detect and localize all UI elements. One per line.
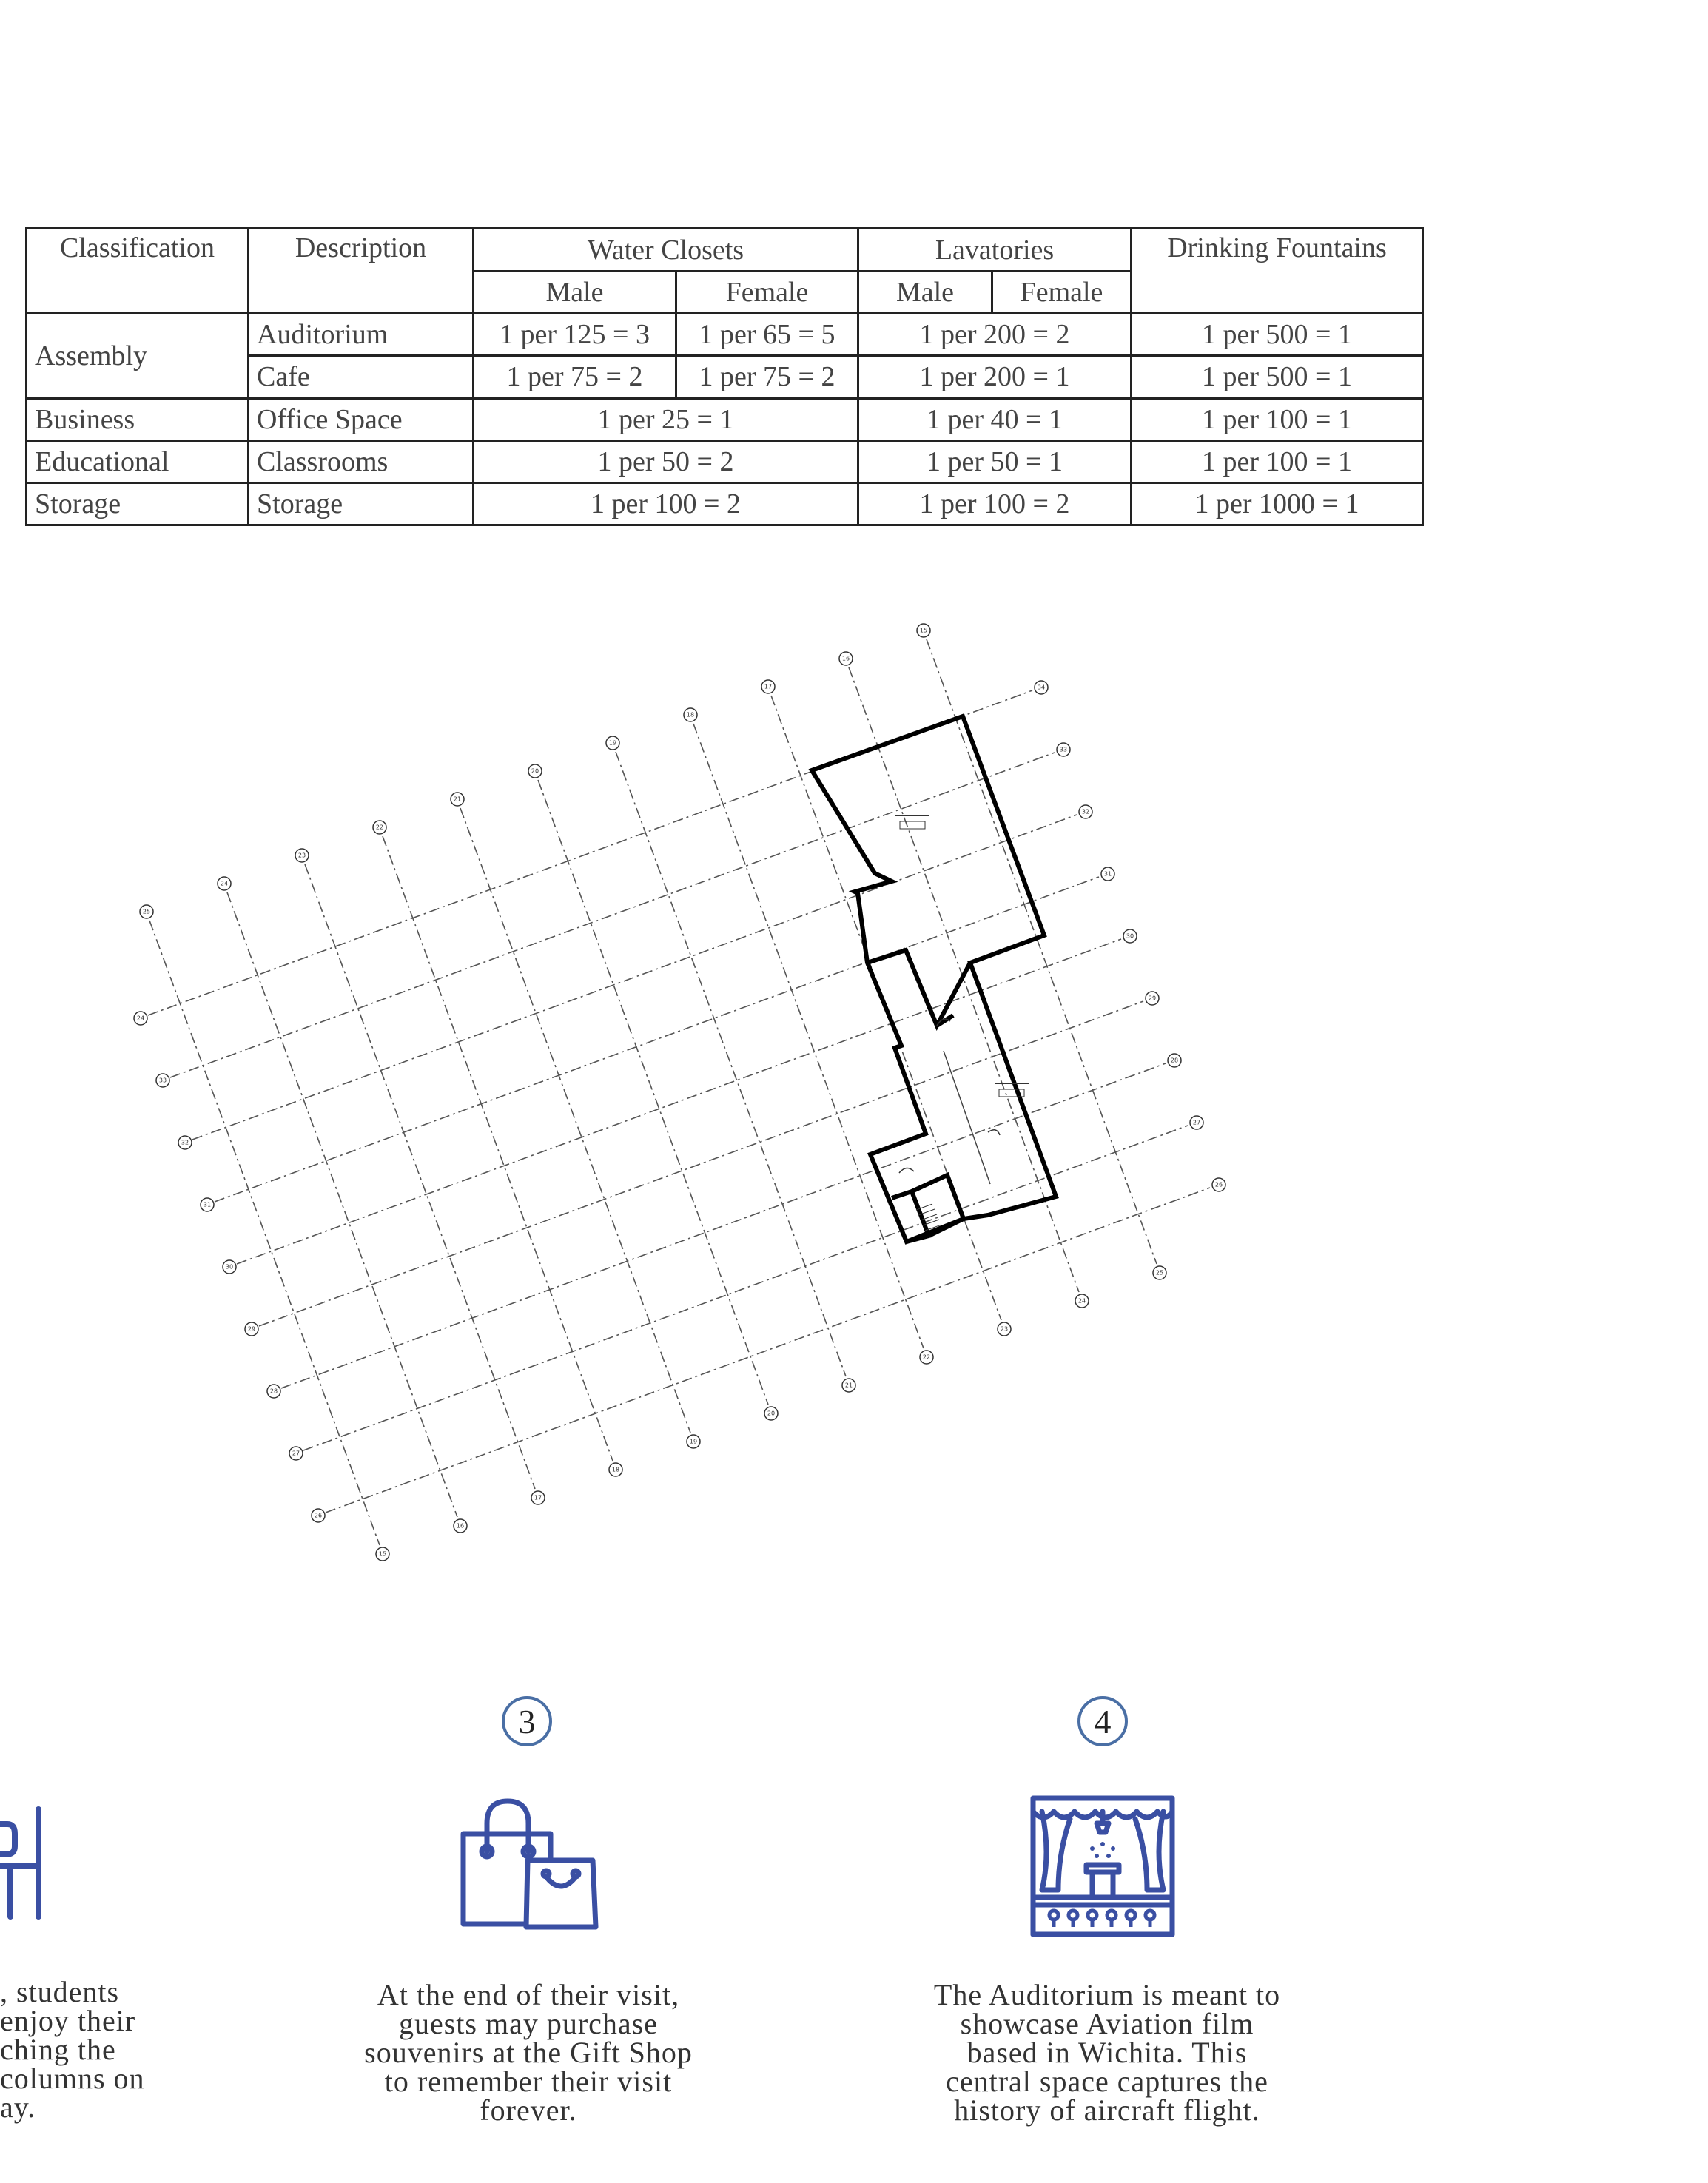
grid-bubble — [1035, 681, 1048, 694]
cell-drinking-fountains: 1 per 500 = 1 — [1132, 314, 1423, 356]
step-3-number: 3 — [502, 1696, 552, 1746]
cell-drinking-fountains: 1 per 100 = 1 — [1132, 440, 1423, 482]
room-tag-lower — [995, 1083, 1029, 1097]
grid-bubble-label: 21 — [844, 1382, 853, 1389]
grid-bubble — [1101, 867, 1114, 881]
grid-bubble — [842, 1379, 855, 1392]
grid-bubble-label: 28 — [1170, 1057, 1179, 1064]
grid-bubble-label: 20 — [531, 767, 539, 775]
grid-bubble — [528, 764, 542, 778]
grid-bubble-label: 32 — [181, 1139, 189, 1146]
cell-water-closets: 1 per 50 = 2 — [474, 440, 858, 482]
header-lav-female: Female — [992, 272, 1132, 314]
grid-bubble — [376, 1547, 389, 1561]
grid-bubble-label: 29 — [247, 1325, 256, 1333]
grid-bubble — [454, 1519, 467, 1533]
grid-line — [927, 639, 1157, 1264]
floor-plan-drawing — [126, 622, 1251, 1576]
grid-line — [281, 1063, 1166, 1388]
building-outline — [812, 716, 1056, 1242]
header-water-closets: Water Closets — [474, 229, 858, 272]
cell-description: Storage — [249, 482, 474, 525]
cell-drinking-fountains: 1 per 1000 = 1 — [1132, 482, 1423, 525]
cell-classification: Storage — [27, 482, 249, 525]
grid-bubble — [1146, 992, 1159, 1005]
grid-bubble-label: 19 — [608, 739, 617, 747]
corridor-line — [944, 1051, 990, 1184]
grid-bubble-label: 17 — [534, 1494, 542, 1501]
grid-line — [326, 1188, 1210, 1513]
header-wc-male: Male — [474, 272, 676, 314]
grid-bubble-label: 15 — [378, 1550, 387, 1558]
grid-line — [192, 815, 1077, 1140]
grid-bubble — [156, 1074, 169, 1087]
header-classification: Classification — [27, 229, 249, 314]
grid-bubble-label: 27 — [292, 1450, 300, 1457]
grid-bubble-label: 33 — [158, 1077, 167, 1084]
grid-bubble — [1123, 929, 1137, 943]
grid-bubble-label: 24 — [1077, 1297, 1086, 1305]
partial-step-caption: , students enjoy their ching the columns on ay. — [0, 1975, 145, 2124]
cell-classification: Educational — [27, 440, 249, 482]
floor-plan-svg — [126, 622, 1251, 1576]
cell-lavatories: 1 per 100 = 2 — [858, 482, 1132, 525]
cell-water-closets: 1 per 100 = 2 — [474, 482, 858, 525]
grid-bubble-label: 26 — [314, 1512, 323, 1519]
grid-bubble — [1079, 805, 1092, 818]
grid-bubble-label: 25 — [1155, 1269, 1164, 1276]
grid-line — [616, 752, 846, 1376]
header-drinking-fountains: Drinking Fountains — [1132, 229, 1423, 314]
grid-bubble-label: 28 — [269, 1388, 278, 1395]
grid-bubble — [1168, 1054, 1181, 1067]
table-row — [27, 314, 1423, 356]
header-lavatories: Lavatories — [858, 229, 1132, 272]
grid-bubble — [764, 1407, 778, 1420]
grid-bubble — [245, 1322, 258, 1336]
grid-bubble-label: 24 — [220, 880, 229, 887]
grid-bubble — [1190, 1116, 1203, 1129]
upper-wing-walls — [812, 716, 1056, 1242]
grid-bubble-label: 27 — [1192, 1119, 1201, 1126]
grid-line — [538, 780, 768, 1405]
grid-bubble — [998, 1322, 1011, 1336]
grid-bubble — [295, 849, 309, 862]
grid-bubble-label: 24 — [136, 1015, 145, 1022]
cell-wc-female: 1 per 75 = 2 — [676, 356, 858, 398]
room-tag-upper — [895, 815, 929, 829]
grid-bubble — [134, 1012, 147, 1025]
grid-bubble — [531, 1491, 545, 1504]
grid-bubble-label: 20 — [767, 1410, 776, 1417]
cell-wc-male: 1 per 125 = 3 — [474, 314, 676, 356]
grid-bubble-label: 17 — [764, 683, 773, 690]
grid-bubble-label: 31 — [1103, 870, 1112, 878]
cell-lavatories: 1 per 50 = 1 — [858, 440, 1132, 482]
grid-bubble-label: 22 — [375, 824, 384, 831]
grid-bubble-label: 30 — [1126, 932, 1134, 940]
grid-bubble — [839, 652, 853, 665]
grid-bubble-label: 21 — [453, 796, 462, 803]
step-4-caption: The Auditorium is meant to showcase Aviation film based in Wichita. This central space captures the history of aircraft flight. — [933, 1978, 1281, 2127]
grid-bubble — [1212, 1178, 1225, 1191]
table-row — [27, 398, 1423, 440]
cafe-table-chair-icon — [0, 1806, 52, 1924]
grid-line — [215, 877, 1099, 1202]
core-walls — [867, 950, 970, 1026]
grid-bubble-label: 30 — [225, 1263, 234, 1271]
grid-bubble — [178, 1136, 192, 1149]
grid-bubble-label: 22 — [922, 1353, 931, 1361]
cell-drinking-fountains: 1 per 100 = 1 — [1132, 398, 1423, 440]
shopping-bags-icon — [459, 1789, 607, 1937]
grid-bubble-label: 15 — [919, 627, 928, 634]
grid-bubble-label: 25 — [142, 908, 151, 915]
grid-bubble-label: 16 — [841, 655, 850, 662]
grid-bubble-label: 32 — [1081, 808, 1090, 815]
grid-bubble — [1057, 743, 1070, 756]
grid-bubble — [223, 1260, 236, 1274]
grid-line — [227, 892, 457, 1517]
grid-bubble-label: 31 — [203, 1201, 212, 1208]
cell-description: Cafe — [249, 356, 474, 398]
grid-bubble — [609, 1463, 622, 1476]
header-lav-male: Male — [858, 272, 992, 314]
grid-bubble-label: 23 — [1000, 1325, 1009, 1333]
grid-bubble-label: 26 — [1214, 1181, 1223, 1188]
grid-bubble — [373, 821, 386, 834]
grid-line — [693, 724, 924, 1348]
cell-classification: Assembly — [27, 314, 249, 398]
grid-bubble-label: 34 — [1037, 684, 1046, 691]
grid-bubble-label: 18 — [686, 711, 695, 719]
grid-bubble — [289, 1447, 303, 1460]
grid-line — [303, 1126, 1188, 1450]
grid-bubble — [267, 1385, 280, 1398]
table-row — [27, 482, 1423, 525]
theater-stage-icon — [1029, 1794, 1177, 1939]
grid-bubble — [606, 736, 619, 750]
step-3-caption: At the end of their visit, guests may purchase souvenirs at the Gift Shop to remember their visit forever. — [364, 1978, 693, 2127]
cell-lavatories: 1 per 40 = 1 — [858, 398, 1132, 440]
grid-bubble-label: 19 — [689, 1438, 698, 1445]
grid-bubbles — [134, 624, 1225, 1561]
grid-lines — [148, 639, 1210, 1545]
grid-line — [170, 753, 1055, 1077]
plumbing-fixture-table — [25, 227, 1424, 526]
cell-lavatories: 1 per 200 = 1 — [858, 356, 1132, 398]
cell-description: Classrooms — [249, 440, 474, 482]
cell-water-closets: 1 per 25 = 1 — [474, 398, 858, 440]
cell-wc-male: 1 per 75 = 2 — [474, 356, 676, 398]
grid-bubble-label: 18 — [611, 1466, 620, 1473]
cell-description: Office Space — [249, 398, 474, 440]
grid-bubble — [218, 877, 231, 890]
grid-bubble — [761, 680, 775, 693]
grid-line — [305, 864, 535, 1489]
grid-bubble — [1075, 1294, 1089, 1308]
cell-lavatories: 1 per 200 = 2 — [858, 314, 1132, 356]
grid-line — [383, 836, 613, 1461]
grid-bubble-label: 33 — [1059, 746, 1068, 753]
grid-bubble — [1153, 1266, 1166, 1279]
grid-bubble — [451, 793, 464, 806]
grid-bubble — [312, 1509, 325, 1522]
cell-description: Auditorium — [249, 314, 474, 356]
grid-bubble — [920, 1350, 933, 1364]
grid-line — [149, 921, 380, 1545]
grid-bubble — [201, 1198, 214, 1211]
grid-bubble-label: 16 — [456, 1522, 465, 1530]
grid-bubble — [140, 905, 153, 918]
cell-wc-female: 1 per 65 = 5 — [676, 314, 858, 356]
cell-drinking-fountains: 1 per 500 = 1 — [1132, 356, 1423, 398]
grid-line — [259, 1001, 1143, 1326]
grid-bubble — [687, 1435, 700, 1448]
cell-classification: Business — [27, 398, 249, 440]
grid-line — [460, 808, 690, 1433]
grid-bubble-label: 29 — [1148, 995, 1157, 1002]
table-row — [27, 440, 1423, 482]
header-wc-female: Female — [676, 272, 858, 314]
grid-bubble-label: 23 — [297, 852, 306, 859]
header-description: Description — [249, 229, 474, 314]
step-4-number: 4 — [1077, 1696, 1128, 1746]
grid-bubble — [684, 708, 697, 722]
grid-bubble — [917, 624, 930, 637]
